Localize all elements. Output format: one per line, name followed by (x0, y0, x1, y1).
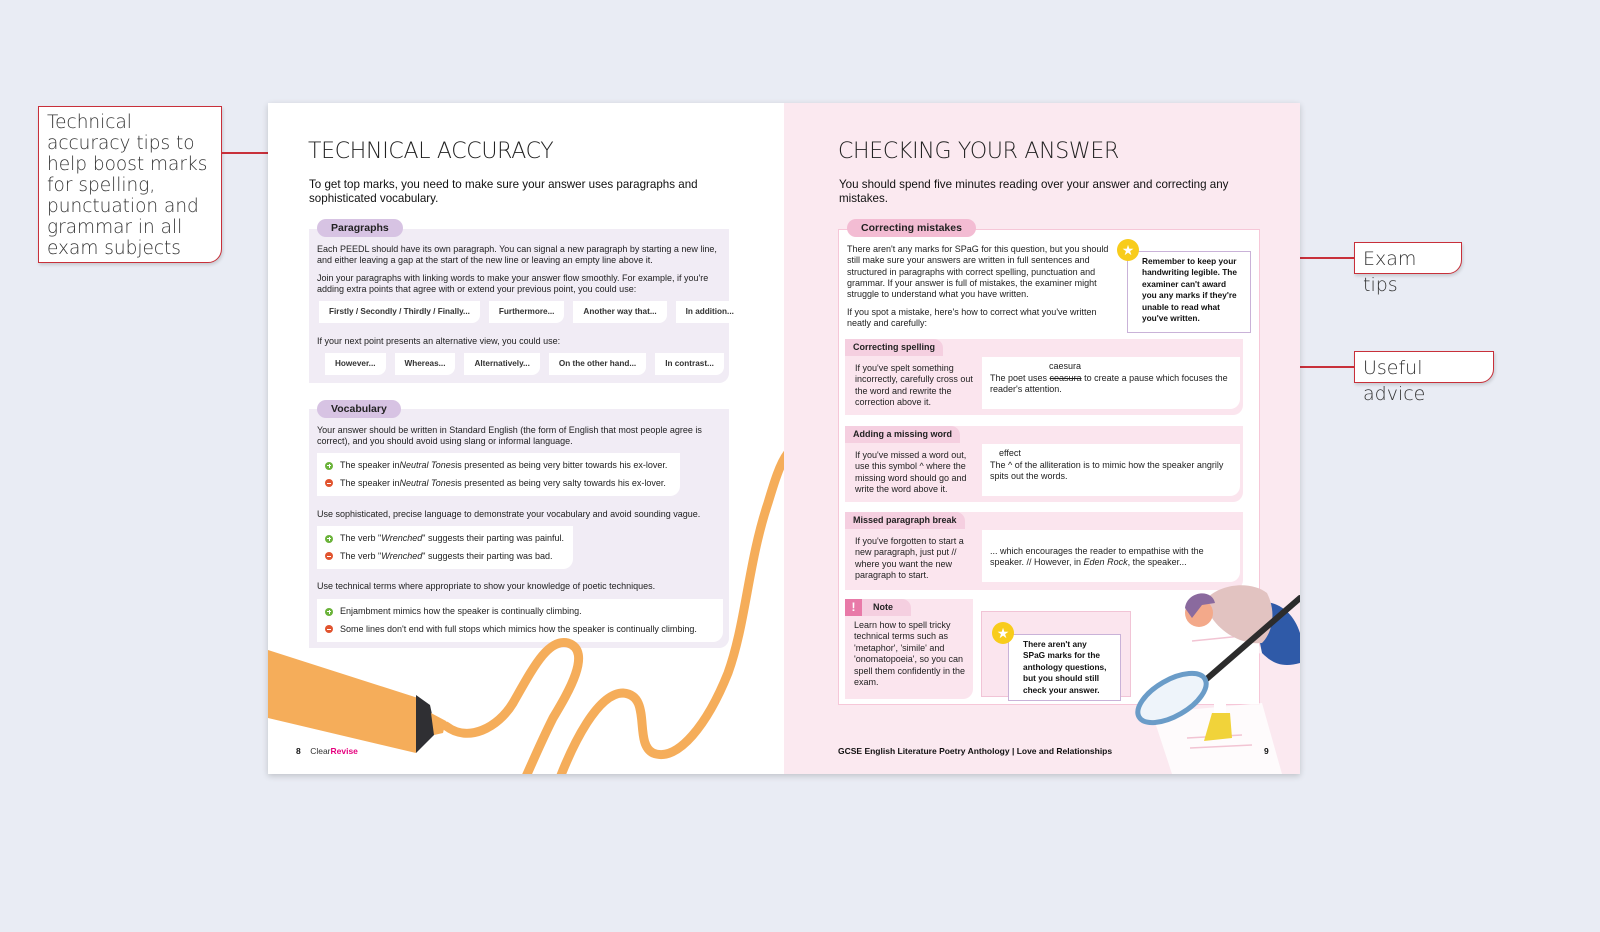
paragraphs-text-1: Each PEEDL should have its own paragraph. You can signal a new paragraph by starting a new line, and either leaving a gap at the start of the new line or leaving an empty line above it. (317, 244, 717, 266)
linking-word-chip: Alternatively... (464, 353, 539, 375)
linking-word-chip: Whereas... (395, 353, 456, 375)
good-example: The speaker in Neutral Tones is presented as being very bitter towards his ex-lover. (325, 457, 672, 475)
exam-tip-box-2: There aren't any SPaG marks for the anthology questions, but you should still check your answer. (1008, 634, 1121, 701)
spelling-correction: caesura (1049, 361, 1082, 371)
exam-tip-box: Remember to keep your handwriting legible. The examiner can't award you any marks if they're unable to read what you've written. (1127, 251, 1251, 333)
contrast-linking-words (325, 353, 724, 375)
paragraph-break-heading: Missed paragraph break (845, 512, 965, 529)
correcting-text-1: There aren't any marks for SPaG for this question, but you should still make sure your answers are written in full sentences and structured in paragraphs with correct spelling, punctuation and grammar. If your answer is full of mistakes, the examiner might struggle to understand what you have written. (847, 244, 1109, 300)
highlighter-body (268, 650, 418, 753)
good-example: The verb " Wrenched " suggests their parting was painful. (325, 530, 565, 548)
bad-example: The speaker in Neutral Tones is presented as being very salty towards his ex-lover. (325, 475, 672, 493)
paragraphs-text-2: Join your paragraphs with linking words to make your answer flow smoothly. For example, if you're adding extra points that agree with or extend your previous point, you could use: (317, 273, 709, 295)
note-box (845, 599, 973, 699)
page-number: 8 (296, 746, 301, 756)
callout-technical-accuracy: Technical accuracy tips to help boost marks for spelling, punctuation and grammar in all exam subjects (38, 106, 222, 263)
struck-word: ceasura (1049, 373, 1082, 383)
intro-text: To get top marks, you need to make sure your answer uses paragraphs and sophisticated vocabulary. (309, 178, 698, 205)
correcting-spelling-section (845, 339, 1243, 415)
intro-text: You should spend five minutes reading over your answer and correcting any mistakes. (839, 178, 1229, 205)
footer-left (296, 746, 358, 756)
paragraph-break-desc: If you've forgotten to start a new paragraph, just put // where you want the new paragraph to start. (855, 536, 964, 581)
linking-word-chip: Another way that... (573, 301, 666, 323)
missing-word-section (845, 426, 1243, 502)
missing-word-desc: If you've missed a word out, use this symbol ^ where the missing word should go and write the word above it. (855, 450, 967, 495)
correcting-spelling-heading: Correcting spelling (845, 339, 943, 356)
person-magnifier-illustration (1112, 573, 1300, 774)
paragraphs-heading: Paragraphs (317, 219, 403, 237)
vocabulary-text-1: Your answer should be written in Standard English (the form of English that most people agree is correct), and you should avoid using slang or informal language. (317, 425, 702, 447)
note-heading: Note (873, 602, 893, 612)
vocabulary-text-3: Use technical terms where appropriate to show your knowledge of poetic techniques. (317, 581, 656, 591)
callout-exam-tips: Exam tips (1354, 242, 1462, 274)
star-icon: ★ (992, 622, 1014, 644)
inserted-word: effect (999, 448, 1021, 458)
linking-word-chip: Furthermore... (489, 301, 565, 323)
missing-word-example: effect The ^ of the alliteration is to mimic how the speaker angrily spits out the words. (982, 444, 1240, 496)
bad-example: Some lines don't end with full stops which mimics how the speaker is continually climbing. (325, 621, 715, 639)
linking-word-chip: Firstly / Secondly / Thirdly / Finally... (319, 301, 480, 323)
brand-logo-revise: Revise (330, 746, 358, 756)
vocabulary-heading: Vocabulary (317, 400, 401, 418)
exclamation-icon: ! (845, 599, 862, 616)
footer-title: GCSE English Literature Poetry Anthology | Love and Relationships (838, 746, 1113, 756)
paragraphs-text-3: If your next point presents an alternative view, you could use: (317, 336, 561, 346)
highlighter-illustration (268, 443, 784, 774)
vocabulary-text-2: Use sophisticated, precise language to demonstrate your vocabulary and avoid sounding vague. (317, 509, 701, 519)
correcting-mistakes-heading: Correcting mistakes (847, 219, 976, 237)
page-title: TECHNICAL ACCURACY (308, 139, 554, 164)
agree-linking-words (319, 301, 744, 323)
good-example: Enjambment mimics how the speaker is continually climbing. (325, 603, 715, 621)
page-number: 9 (1264, 746, 1269, 756)
correcting-spelling-example: caesura The poet uses ceasura to create a pause which focuses the reader's attention. (982, 357, 1240, 409)
correcting-spelling-desc: If you've spelt something incorrectly, carefully cross out the word and rewrite the correction above it. (855, 363, 973, 408)
callout-useful-advice: Useful advice (1354, 351, 1494, 383)
note-text: Learn how to spell tricky technical terms such as 'metaphor', 'simile' and 'onomatopoeia', so you can spell them confidently in the exam. (854, 620, 966, 688)
page-title: CHECKING YOUR ANSWER (838, 139, 1119, 164)
sock (1214, 678, 1226, 718)
linking-word-chip: In contrast... (655, 353, 724, 375)
left-page (268, 103, 784, 774)
paragraph-break-example: ... which encourages the reader to empathise with the speaker. // However, in Eden Rock, the speaker... (982, 530, 1240, 582)
bad-example: The verb " Wrenched " suggests their parting was bad. (325, 548, 565, 566)
right-page (784, 103, 1300, 774)
linking-word-chip: In addition... (676, 301, 744, 323)
correcting-text-2: If you spot a mistake, here's how to correct what you've written neatly and carefully: (847, 307, 1097, 329)
book-spread (268, 103, 1300, 774)
missing-word-heading: Adding a missing word (845, 426, 960, 443)
linking-word-chip: On the other hand... (549, 353, 646, 375)
star-icon: ★ (1117, 239, 1139, 261)
linking-word-chip: However... (325, 353, 386, 375)
brand-logo-clear: Clear (310, 746, 331, 756)
